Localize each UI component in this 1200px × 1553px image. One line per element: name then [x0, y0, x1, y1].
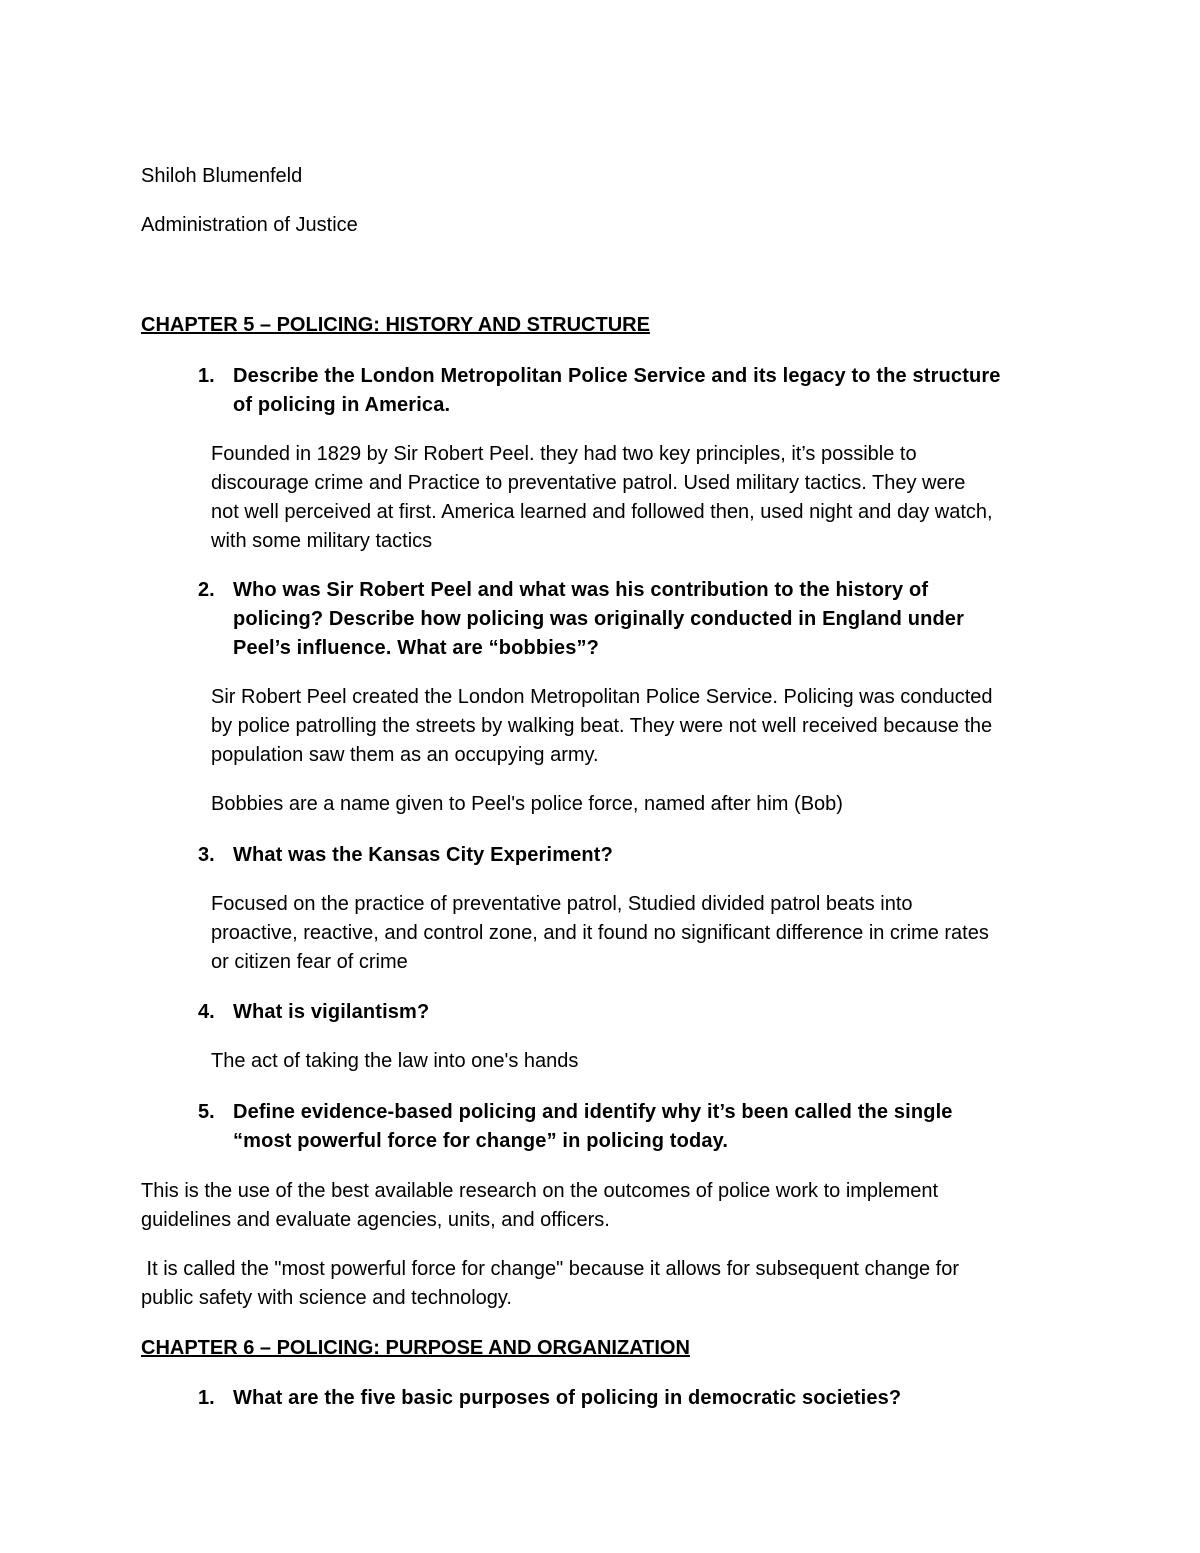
question-text: What was the Kansas City Experiment? [233, 844, 613, 866]
question-number: 4. [198, 1001, 215, 1023]
question-number: 5. [198, 1101, 215, 1123]
answer-text: Focused on the practice of preventative patrol, Studied divided patrol beats into [211, 893, 913, 915]
answer-text: by police patrolling the streets by walking beat. They were not well received because the [211, 715, 993, 737]
answer-text: The act of taking the law into one's hands [211, 1050, 579, 1072]
question-text: Define evidence-based policing and identify why it’s been called the single [233, 1101, 953, 1123]
question-number: 3. [198, 844, 215, 866]
question-text: “most powerful force for change” in policing today. [233, 1130, 729, 1152]
question-text: policing? Describe how policing was originally conducted in England under [233, 608, 965, 630]
question-text: Describe the London Metropolitan Police Service and its legacy to the structure [233, 365, 1001, 387]
question-number: 1. [198, 1387, 215, 1409]
author-name: Shiloh Blumenfeld [141, 165, 303, 187]
question-text: Peel’s influence. What are “bobbies”? [233, 637, 599, 659]
question-text: What is vigilantism? [233, 1001, 430, 1023]
answer-text: discourage crime and Practice to preventative patrol. Used military tactics. They were [211, 472, 966, 494]
question-text: What are the five basic purposes of policing in democratic societies? [233, 1387, 902, 1409]
answer-text: Founded in 1829 by Sir Robert Peel. they had two key principles, it’s possible to [211, 443, 917, 465]
question-number: 2. [198, 579, 215, 601]
question-text: of policing in America. [233, 394, 451, 416]
answer-text: Sir Robert Peel created the London Metropolitan Police Service. Policing was conducted [211, 686, 993, 708]
answer-text: public safety with science and technology. [141, 1287, 512, 1309]
answer-text: proactive, reactive, and control zone, and it found no significant difference in crime rates [211, 922, 989, 944]
course-name: Administration of Justice [141, 214, 358, 236]
chapter-5-heading: CHAPTER 5 – POLICING: HISTORY AND STRUCTURE [141, 314, 650, 336]
answer-text: population saw them as an occupying army. [211, 744, 599, 766]
answer-text: It is called the "most powerful force for change" because it allows for subsequent change for [141, 1258, 959, 1280]
answer-text: with some military tactics [211, 530, 433, 552]
answer-text: not well perceived at first. America learned and followed then, used night and day watch, [211, 501, 993, 523]
answer-text: Bobbies are a name given to Peel's police force, named after him (Bob) [211, 793, 843, 815]
answer-text: or citizen fear of crime [211, 951, 408, 973]
answer-text: guidelines and evaluate agencies, units, and officers. [141, 1209, 610, 1231]
answer-text: This is the use of the best available research on the outcomes of police work to implement [141, 1180, 939, 1202]
question-number: 1. [198, 365, 215, 387]
chapter-6-heading: CHAPTER 6 – POLICING: PURPOSE AND ORGANIZATION [141, 1337, 690, 1359]
question-text: Who was Sir Robert Peel and what was his contribution to the history of [233, 579, 929, 601]
